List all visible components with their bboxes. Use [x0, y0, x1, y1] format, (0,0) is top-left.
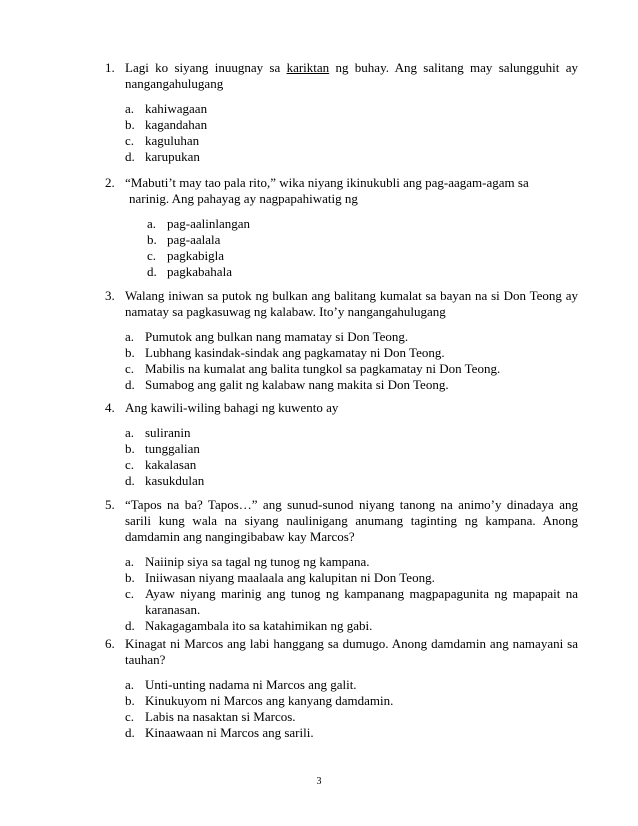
question-4 [105, 400, 578, 489]
underlined-word: kariktan [286, 60, 330, 75]
option-d[interactable]: d. pagkabahala [147, 264, 232, 279]
question-number: 2. [105, 175, 115, 190]
option-b[interactable]: b. pag-aalala [147, 232, 221, 247]
question-5 [105, 497, 578, 634]
option-a[interactable]: a. Naiinip siya sa tagal ng tunog ng kampana. [125, 554, 370, 569]
question-number: 1. [105, 60, 115, 75]
option-d[interactable]: d. karupukan [125, 149, 200, 164]
option-a[interactable]: a. suliranin [125, 425, 191, 440]
question-text: “Mabuti’t may tao pala rito,” wika niyang ikinukubli ang pag-aagam-agam sa narinig. Ang pahayag ay nagpapahiwatig ng [125, 175, 529, 206]
option-c[interactable]: c. kaguluhan [125, 133, 200, 148]
question-text: Ang kawili-wiling bahagi ng kuwento ay [125, 400, 339, 415]
question-text: Walang iniwan sa putok ng bulkan ang balitang kumalat sa bayan na si Don Teong ay namatay sa pagkasuwag ng kalabaw. Ito’y nangangahulugang [125, 288, 578, 319]
option-a[interactable]: a. pag-aalinlangan [147, 216, 251, 231]
option-a[interactable]: a. Unti-unting nadama ni Marcos ang galit. [125, 677, 357, 692]
question-number: 3. [105, 288, 115, 303]
question-text: Kinagat ni Marcos ang labi hanggang sa dumugo. Anong damdamin ang namayani sa tauhan? [125, 636, 578, 667]
option-a[interactable]: a. kahiwagaan [125, 101, 208, 116]
question-number: 4. [105, 400, 115, 415]
option-d[interactable]: d. kasukdulan [125, 473, 205, 488]
question-1 [105, 60, 578, 165]
option-c[interactable]: c. Mabilis na kumalat ang balita tungkol sa pagkamatay ni Don Teong. [125, 361, 501, 376]
options-list [125, 101, 578, 165]
option-d[interactable]: d. Kinaawaan ni Marcos ang sarili. [125, 725, 314, 740]
question-number: 5. [105, 497, 115, 512]
option-c[interactable]: c. Ayaw niyang marinig ang tunog ng kampanang magpapagunita ng mapapait na karanasan. [125, 586, 578, 617]
options-list [125, 425, 578, 489]
page-number: 3 [316, 776, 322, 787]
option-a[interactable]: a. Pumutok ang bulkan nang mamatay si Don Teong. [125, 329, 409, 344]
question-2 [105, 175, 578, 280]
options-list [125, 329, 578, 393]
question-number: 6. [105, 636, 115, 651]
option-b[interactable]: b. Kinukuyom ni Marcos ang kanyang damdamin. [125, 693, 394, 708]
option-b[interactable]: b. tunggalian [125, 441, 200, 456]
question-6 [105, 636, 578, 741]
option-c[interactable]: c. pagkabigla [147, 248, 225, 263]
question-text: “Tapos na ba? Tapos…” ang sunud-sunod niyang tanong na animo’y dinadaya ang sarili kung wala na siyang naulinigang anumang taginting ng kampana. Anong damdamin ang nangingibabaw kay Marcos? [125, 497, 578, 544]
options-list [147, 216, 578, 280]
question-3 [105, 288, 578, 393]
option-b[interactable]: b. Iniiwasan niyang maalaala ang kalupitan ni Don Teong. [125, 570, 435, 585]
option-d[interactable]: d. Nakagagambala ito sa katahimikan ng gabi. [125, 618, 373, 633]
options-list [125, 677, 578, 741]
option-b[interactable]: b. kagandahan [125, 117, 208, 132]
option-b[interactable]: b. Lubhang kasindak-sindak ang pagkamatay ni Don Teong. [125, 345, 445, 360]
options-list [125, 554, 578, 634]
option-d[interactable]: d. Sumabog ang galit ng kalabaw nang makita si Don Teong. [125, 377, 449, 392]
question-text: Lagi ko siyang inuugnay sa kariktan ng buhay. Ang salitang may salungguhit ay nangangahulugang [125, 60, 578, 91]
option-c[interactable]: c. kakalasan [125, 457, 197, 472]
option-c[interactable]: c. Labis na nasaktan si Marcos. [125, 709, 296, 724]
